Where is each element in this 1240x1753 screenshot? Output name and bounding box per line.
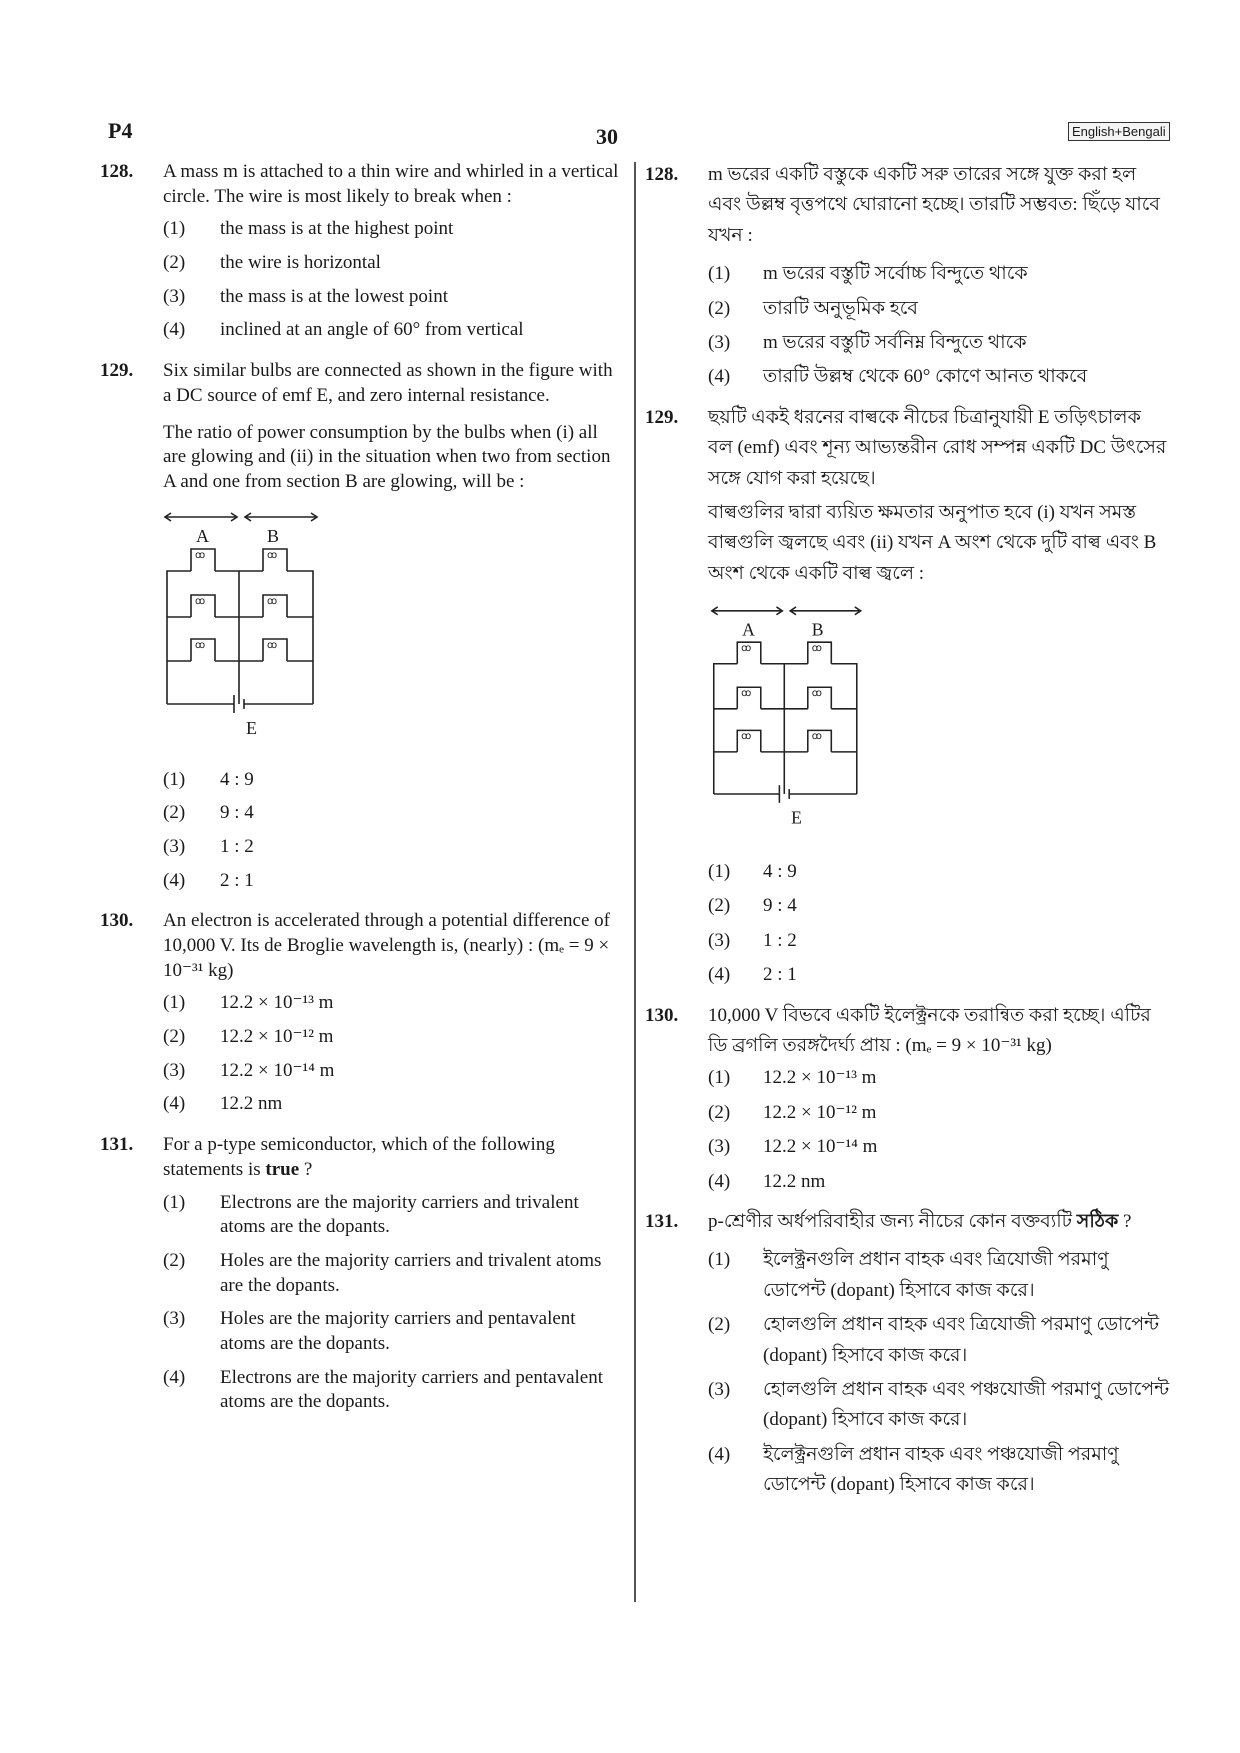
question-text: m ভরের একটি বস্তুকে একটি সরু তারের সঙ্গে যুক্ত করা হল এবং উল্লম্ব বৃত্তপথে ঘোরানো হচ্ছে। তারটি সম্ভবত: ছিঁড়ে যাবে যখন :: [708, 164, 1161, 246]
svg-text:ꝏ: ꝏ: [195, 595, 206, 607]
option-number: (4): [163, 1093, 186, 1115]
option-text: ইলেক্ট্রনগুলি প্রধান বাহক এবং পঞ্চযোজী পরমাণু ডোপেন্ট (dopant) হিসাবে কাজ করে।: [763, 1443, 1119, 1496]
question-text: 10,000 V বিভবে একটি ইলেক্ট্রনকে তরান্বিত করা হচ্ছে। এটির ডি ব্রগলি তরঙ্গদৈর্ঘ্য প্রায় : (mₑ = 9 × 10⁻³¹ kg): [708, 1004, 1151, 1057]
question-number: 129.: [645, 406, 679, 428]
option-number: (1): [708, 263, 731, 285]
column-divider: [634, 162, 636, 1602]
option: [163, 1025, 620, 1050]
svg-text:ꝏ: ꝏ: [195, 549, 206, 561]
option: [708, 328, 1170, 358]
option-number: (4): [708, 1443, 731, 1465]
options-list: [163, 991, 620, 1117]
section-b-label: B: [267, 525, 280, 546]
option-text: m ভরের বস্তুটি সর্বনিম্ন বিন্দুতে থাকে: [763, 331, 1027, 353]
svg-text:ꝏ: ꝏ: [267, 595, 278, 607]
question-subtext: বাল্বগুলির দ্বারা ব্যয়িত ক্ষমতার অনুপাত হবে (i) যখন সমস্ত বাল্বগুলি জ্বলছে এবং (ii) যখন A অংশ থেকে দুটি বাল্ব এবং B অংশ থেকে একটি বাল্ব জ্বলে :: [708, 501, 1157, 584]
option: [163, 1249, 620, 1298]
question-number: 128.: [100, 161, 134, 182]
option: [708, 294, 1170, 324]
option-number: (3): [708, 331, 731, 353]
option-text: 12.2 × 10⁻¹⁴ m: [220, 1059, 335, 1081]
question-number: 130.: [645, 1004, 679, 1026]
option-number: (4): [163, 869, 186, 891]
question-128-bn: [645, 160, 1170, 393]
question-131-en: [100, 1133, 620, 1415]
option: [708, 960, 1170, 990]
emphasis-word: true: [265, 1158, 300, 1180]
option-number: (4): [708, 366, 731, 388]
page-number: 30: [596, 124, 618, 149]
question-text: ছয়টি একই ধরনের বাল্বকে নীচের চিত্রানুযায়ী E তড়িৎচালক বল (emf) এবং শূন্য আভ্যন্তরীন রোধ সম্পন্ন একটি DC উৎসের সঙ্গে যোগ করা হয়েছে।: [708, 406, 1167, 489]
option-number: (3): [163, 835, 186, 857]
question-text: [163, 1133, 620, 1182]
option-text: 4 : 9: [220, 768, 254, 790]
question-129-bn: [645, 403, 1170, 991]
option: [708, 1063, 1170, 1093]
question-number: 129.: [100, 360, 134, 382]
question-number: 128.: [645, 164, 679, 185]
option-number: (2): [163, 1249, 186, 1271]
question-text: Six similar bulbs are connected as shown in the figure with a DC source of emf E, and zero internal resistance.: [163, 360, 613, 406]
option-number: (1): [163, 218, 186, 240]
option-text: 9 : 4: [763, 895, 797, 917]
option-text: 12.2 × 10⁻¹⁴ m: [763, 1136, 878, 1158]
option: [163, 991, 620, 1016]
question-130-en: [100, 909, 620, 1117]
option-number: (4): [708, 964, 731, 986]
option-text: 9 : 4: [220, 802, 254, 824]
option-number: (2): [708, 297, 731, 319]
section-a-label: A: [742, 619, 755, 640]
question-128-en: [100, 160, 620, 343]
emf-label: E: [791, 807, 802, 828]
option-number: (3): [708, 929, 731, 951]
options-list: [708, 259, 1170, 393]
question-text: A mass m is attached to a thin wire and whirled in a vertical circle. The wire is most likely to break when :: [163, 161, 619, 207]
option-text: Holes are the majority carriers and trivalent atoms are the dopants.: [220, 1249, 602, 1296]
option: [163, 217, 620, 242]
option-text: 1 : 2: [220, 835, 254, 857]
option-text: 1 : 2: [763, 929, 797, 951]
option-text: 2 : 1: [763, 964, 797, 986]
question-text: [708, 1207, 1170, 1237]
question-text-end: ?: [1118, 1210, 1132, 1232]
options-list: [163, 1191, 620, 1416]
option: [163, 318, 620, 343]
option: [708, 362, 1170, 392]
option-text: তারটি উল্লম্ব থেকে 60° কোণে আনত থাকবে: [763, 366, 1088, 388]
question-text-start: p-শ্রেণীর অর্ধপরিবাহীর জন্য নীচের কোন বক্তব্যটি: [708, 1210, 1077, 1232]
svg-text:ꝏ: ꝏ: [741, 731, 752, 743]
option: [708, 891, 1170, 921]
svg-text:ꝏ: ꝏ: [811, 643, 822, 655]
option-number: (2): [163, 252, 186, 274]
option: [708, 926, 1170, 956]
emphasis-word: সঠিক: [1076, 1210, 1119, 1232]
option: [708, 1167, 1170, 1197]
svg-text:ꝏ: ꝏ: [741, 688, 752, 700]
section-b-label: B: [811, 619, 824, 640]
option: [708, 1310, 1170, 1371]
option-number: (3): [163, 1308, 186, 1330]
option-text: the wire is horizontal: [220, 252, 381, 274]
question-number: 130.: [100, 910, 134, 932]
question-129-en: [100, 359, 620, 893]
option: [708, 259, 1170, 289]
language-tag: English+Bengali: [1068, 122, 1170, 141]
option-text: তারটি অনুভূমিক হবে: [763, 297, 918, 319]
option-number: (4): [163, 1366, 186, 1388]
option: [708, 1245, 1170, 1306]
option-text: 12.2 nm: [220, 1093, 283, 1115]
question-text-start: For a p-type semiconductor, which of the following statements is: [163, 1134, 555, 1180]
option-number: (2): [708, 1101, 731, 1123]
option: [163, 1366, 620, 1415]
options-list: [163, 217, 620, 343]
option: [163, 768, 620, 793]
option-text: 12.2 nm: [763, 1170, 826, 1192]
question-131-bn: [645, 1207, 1170, 1501]
option-number: (2): [708, 895, 731, 917]
option: [163, 1059, 620, 1084]
option-text: 12.2 × 10⁻¹² m: [220, 1026, 334, 1048]
svg-text:ꝏ: ꝏ: [811, 688, 822, 700]
option-text: 12.2 × 10⁻¹³ m: [220, 992, 334, 1014]
option-number: (2): [163, 802, 186, 824]
option: [163, 251, 620, 276]
options-list: [708, 857, 1170, 991]
option-number: (2): [708, 1314, 731, 1336]
option-text: 2 : 1: [220, 869, 254, 891]
option-number: (2): [163, 1026, 186, 1048]
option: [163, 1191, 620, 1240]
option-text: 12.2 × 10⁻¹² m: [763, 1101, 877, 1123]
option-text: 12.2 × 10⁻¹³ m: [763, 1067, 877, 1089]
option-number: (4): [163, 319, 186, 341]
svg-text:ꝏ: ꝏ: [267, 549, 278, 561]
option-text: ইলেক্ট্রনগুলি প্রধান বাহক এবং ত্রিযোজী পরমাণু ডোপেন্ট (dopant) হিসাবে কাজ করে।: [763, 1249, 1109, 1301]
svg-text:ꝏ: ꝏ: [811, 731, 822, 743]
option: [163, 1307, 620, 1356]
question-number: 131.: [100, 1134, 134, 1156]
section-a-label: A: [196, 525, 209, 546]
option-number: (3): [708, 1378, 731, 1400]
option-number: (1): [708, 1067, 731, 1089]
option-number: (3): [163, 285, 186, 307]
english-column: [100, 160, 620, 1424]
option-number: (1): [708, 861, 731, 883]
question-number: 131.: [645, 1210, 679, 1232]
option: [163, 869, 620, 894]
option-text: হোলগুলি প্রধান বাহক এবং ত্রিযোজী পরমাণু ডোপেন্ট (dopant) হিসাবে কাজ করে।: [763, 1314, 1160, 1366]
option-text: inclined at an angle of 60° from vertical: [220, 319, 524, 341]
option: [163, 1092, 620, 1117]
question-subtext: The ratio of power consumption by the bulbs when (i) all are glowing and (ii) in the situation when two from section A and one from section B are glowing, will be :: [163, 421, 611, 492]
option-text: m ভরের বস্তুটি সর্বোচ্চ বিন্দুতে থাকে: [763, 263, 1028, 285]
svg-text:ꝏ: ꝏ: [267, 639, 278, 651]
option: [708, 1440, 1170, 1501]
option: [708, 857, 1170, 887]
option: [708, 1132, 1170, 1162]
circuit-diagram: [708, 603, 888, 843]
option-number: (1): [163, 1191, 186, 1213]
question-130-bn: [645, 1001, 1170, 1197]
question-text: An electron is accelerated through a potential difference of 10,000 V. Its de Broglie wavelength is, (nearly) : (mₑ = 9 × 10⁻³¹ kg): [163, 910, 610, 981]
option-number: (4): [708, 1170, 731, 1192]
option-text: Electrons are the majority carriers and pentavalent atoms are the dopants.: [220, 1366, 603, 1413]
option-text: Electrons are the majority carriers and trivalent atoms are the dopants.: [220, 1191, 579, 1238]
option-number: (1): [708, 1249, 731, 1271]
svg-text:ꝏ: ꝏ: [741, 643, 752, 655]
option-number: (1): [163, 992, 186, 1014]
option-number: (1): [163, 768, 186, 790]
svg-text:ꝏ: ꝏ: [195, 639, 206, 651]
option: [163, 285, 620, 310]
option-number: (3): [163, 1059, 186, 1081]
option: [708, 1098, 1170, 1128]
option: [163, 801, 620, 826]
bengali-column: [645, 160, 1170, 1505]
options-list: [708, 1063, 1170, 1197]
option: [163, 835, 620, 860]
emf-label: E: [246, 717, 257, 738]
options-list: [163, 768, 620, 894]
circuit-diagram: [163, 509, 343, 754]
option-number: (3): [708, 1136, 731, 1158]
option-text: হোলগুলি প্রধান বাহক এবং পঞ্চযোজী পরমাণু ডোপেন্ট (dopant) হিসাবে কাজ করে।: [763, 1378, 1170, 1431]
option-text: the mass is at the lowest point: [220, 285, 448, 307]
options-list: [708, 1245, 1170, 1500]
option: [708, 1375, 1170, 1436]
option-text: the mass is at the highest point: [220, 218, 454, 240]
option-text: 4 : 9: [763, 861, 797, 883]
paper-code: P4: [108, 118, 133, 143]
option-text: Holes are the majority carriers and pentavalent atoms are the dopants.: [220, 1308, 576, 1354]
question-text-end: ?: [299, 1158, 313, 1180]
